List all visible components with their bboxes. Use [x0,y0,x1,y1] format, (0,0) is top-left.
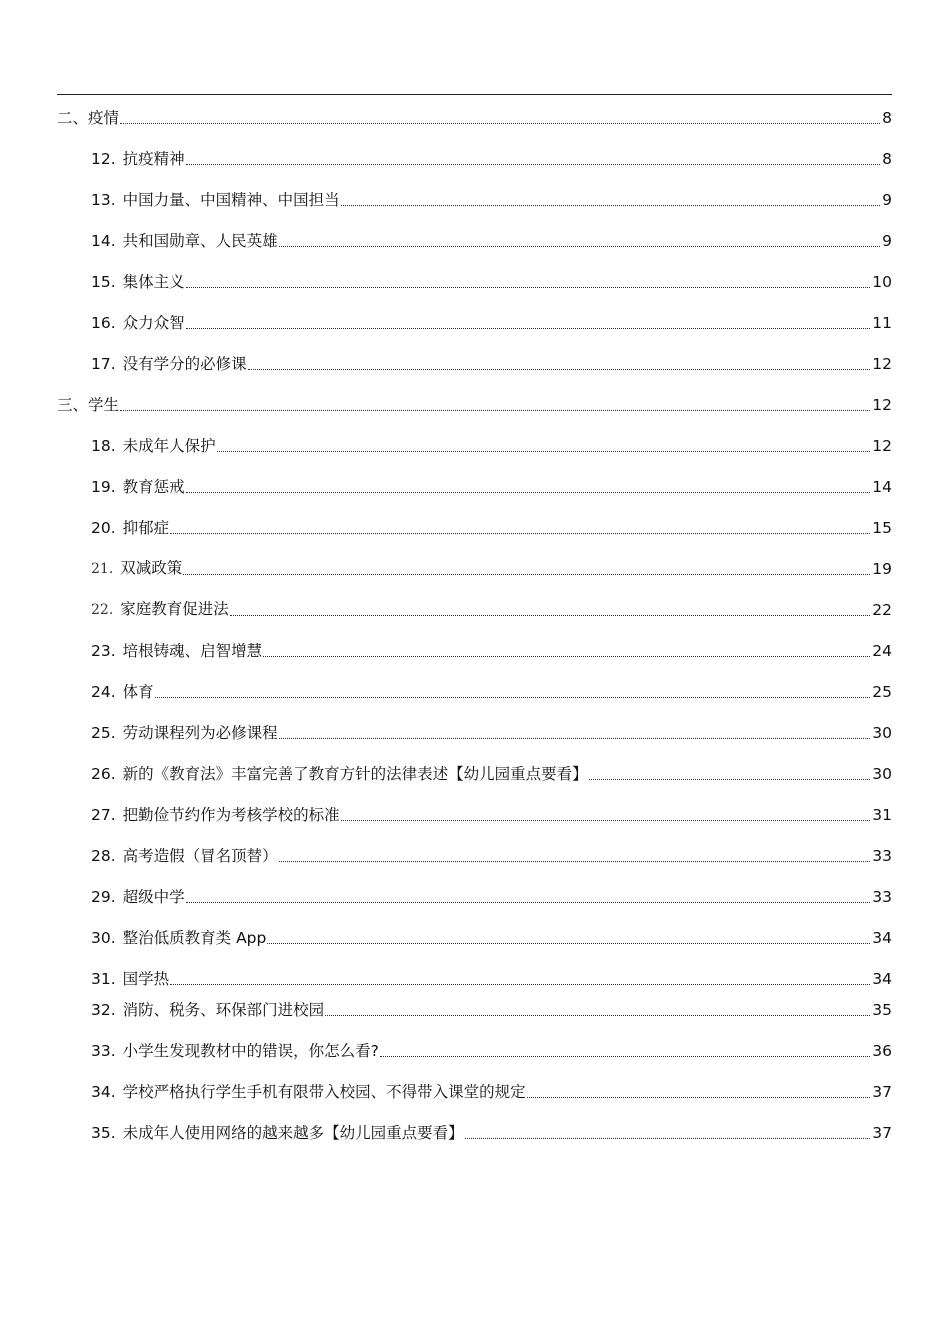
toc-entry-title: 消防、税务、环保部门进校园 [122,1001,325,1019]
toc-entry-number: 30. [91,929,116,947]
toc-entry-title: 把勤俭节约作为考核学校的标准 [122,806,340,824]
toc-entry-number: 22. [91,602,114,618]
toc-page-number: 12 [872,396,892,414]
toc-entry-label [91,928,266,948]
toc-entry-title: 众力众智 [122,314,185,332]
toc-entry-label [91,518,169,538]
dot-leader [279,246,880,247]
dot-leader [589,779,871,780]
toc-entry-number: 34. [91,1083,116,1101]
dot-leader [263,656,870,657]
toc-entry-label [91,1041,379,1061]
dot-leader [120,410,870,411]
dot-leader [186,287,871,288]
toc-page-number: 11 [872,314,892,332]
toc-entry-section-3[interactable] [57,393,892,415]
toc-page-number: 24 [872,642,892,660]
toc-entry-35[interactable] [91,1121,892,1143]
dot-leader [279,861,871,862]
toc-page-number: 10 [872,273,892,291]
toc-page-number: 12 [872,437,892,455]
toc-entry-label [91,190,340,210]
toc-page-number: 30 [872,765,892,783]
toc-entry-title: 超级中学 [122,888,185,906]
toc-page-number: 8 [882,109,892,127]
toc-page-number: 33 [872,888,892,906]
toc-entry-title: 体育 [122,683,154,701]
toc-entry-number: 17. [91,355,116,373]
toc-entry-27[interactable] [91,803,892,825]
toc-entry-number: 16. [91,314,116,332]
toc-entry-number: 29. [91,888,116,906]
dot-leader [186,164,880,165]
toc-entry-title: 中国力量、中国精神、中国担当 [122,191,340,209]
toc-entry-title: 未成年人保护 [122,437,216,455]
toc-entry-18[interactable] [91,434,892,456]
toc-entry-title: 没有学分的必修课 [122,355,247,373]
toc-entry-section-2[interactable] [57,106,892,128]
dot-leader [325,1015,870,1016]
toc-entry-12[interactable] [91,147,892,169]
toc-entry-number: 19. [91,478,116,496]
toc-entry-number: 26. [91,765,116,783]
toc-entry-label [91,641,262,661]
toc-entry-title: 新的《教育法》丰富完善了教育方针的法律表述【幼儿园重点要看】 [122,765,588,783]
toc-entry-number: 23. [91,642,116,660]
toc-entry-label [91,969,169,989]
toc-page-number: 9 [882,232,892,250]
toc-entry-number: 14. [91,232,116,250]
toc-entry-21[interactable] [91,557,892,579]
toc-entry-title: 小学生发现教材中的错误，你怎么看? [122,1042,379,1060]
toc-page-number: 36 [872,1042,892,1060]
toc-entry-label [91,764,588,784]
toc-entry-number: 35. [91,1124,116,1142]
toc-entry-30[interactable] [91,926,892,948]
toc-page-number: 22 [872,601,892,619]
toc-page-number: 31 [872,806,892,824]
toc-entry-label [91,477,185,497]
toc-entry-title: 家庭教育促进法 [120,600,229,618]
toc-entry-label [91,231,278,251]
toc-entry-25[interactable] [91,721,892,743]
toc-page-number: 19 [872,560,892,578]
dot-leader [341,820,871,821]
toc-page-number: 12 [872,355,892,373]
toc-page-number: 8 [882,150,892,168]
toc-entry-label [91,354,247,374]
dot-leader [267,943,870,944]
toc-entry-title: 教育惩戒 [122,478,185,496]
toc-entry-28[interactable] [91,844,892,866]
toc-entry-label [91,272,185,292]
toc-entry-33[interactable] [91,1039,892,1061]
toc-entry-26[interactable] [91,762,892,784]
toc-entry-title: 培根铸魂、启智增慧 [122,642,263,660]
toc-entry-number: 28. [91,847,116,865]
dot-leader [230,615,870,616]
dot-leader [120,123,880,124]
toc-entry-number: 15. [91,273,116,291]
toc-entry-24[interactable] [91,680,892,702]
toc-entry-22[interactable] [91,598,892,620]
toc-entry-19[interactable] [91,475,892,497]
toc-page-number: 15 [872,519,892,537]
toc-entry-number: 24. [91,683,116,701]
toc-page-number: 33 [872,847,892,865]
toc-entry-34[interactable] [91,1080,892,1102]
toc-entry-number: 21. [91,561,114,577]
toc-entry-13[interactable] [91,188,892,210]
toc-entry-title: 共和国勋章、人民英雄 [122,232,278,250]
toc-entry-number: 20. [91,519,116,537]
dot-leader [186,492,871,493]
dot-leader [186,902,871,903]
dot-leader [341,205,880,206]
toc-entry-number: 27. [91,806,116,824]
toc-entry-number: 13. [91,191,116,209]
toc-entry-32[interactable] [91,998,892,1020]
toc-entry-label [91,149,185,169]
toc-entry-label [91,682,154,702]
dot-leader [217,451,871,452]
toc-entry-label [91,1123,464,1143]
toc-entry-title: 高考造假（冒名顶替） [122,847,278,865]
toc-page-number: 9 [882,191,892,209]
dot-leader [170,984,870,985]
toc-entry-label [91,887,185,907]
toc-page-number: 30 [872,724,892,742]
toc-entry-number: 25. [91,724,116,742]
toc-page-number: 14 [872,478,892,496]
toc-entry-title: 整治低质教育类 App [122,929,267,947]
toc-entry-label [91,558,182,579]
toc-entry-29[interactable] [91,885,892,907]
toc-page-number: 34 [872,929,892,947]
dot-leader [279,738,871,739]
toc-entry-title: 集体主义 [122,273,185,291]
toc-entry-16[interactable] [91,311,892,333]
toc-entry-title: 抑郁症 [122,519,170,537]
toc-page-number: 37 [872,1124,892,1142]
dot-leader [170,533,870,534]
toc-entry-title: 三、学生 [57,396,120,414]
dot-leader [155,697,871,698]
toc-page-number: 35 [872,1001,892,1019]
toc-entry-label [91,846,278,866]
toc-entry-title: 国学热 [122,970,170,988]
toc-page-number: 25 [872,683,892,701]
toc-entry-title: 学校严格执行学生手机有限带入校园、不得带入课堂的规定 [122,1083,526,1101]
toc-entry-31[interactable] [91,967,892,989]
toc-entry-number: 32. [91,1001,116,1019]
toc-entry-title: 未成年人使用网络的越来越多【幼儿园重点要看】 [122,1124,464,1142]
dot-leader [186,328,871,329]
dot-leader [248,369,871,370]
toc-entry-number: 33. [91,1042,116,1060]
toc-entry-label [91,805,340,825]
toc-entry-label [91,1000,324,1020]
dot-leader [380,1056,870,1057]
toc-entry-title: 二、疫情 [57,109,120,127]
toc-page-number: 37 [872,1083,892,1101]
toc-entry-title: 抗疫精神 [122,150,185,168]
toc-entry-label [91,1082,526,1102]
toc-entry-number: 18. [91,437,116,455]
toc-entry-15[interactable] [91,270,892,292]
toc-entry-label [91,723,278,743]
dot-leader [183,574,870,575]
toc-entry-title: 双减政策 [120,559,183,577]
toc-entry-14[interactable] [91,229,892,251]
toc-entry-23[interactable] [91,639,892,661]
dot-leader [527,1097,871,1098]
toc-entry-number: 12. [91,150,116,168]
toc-entry-label [91,313,185,333]
toc-entry-17[interactable] [91,352,892,374]
toc-entry-number: 31. [91,970,116,988]
toc-entry-label [91,599,229,620]
toc-page-number: 34 [872,970,892,988]
toc-entry-20[interactable] [91,516,892,538]
toc-entry-label [91,436,216,456]
toc-entry-title: 劳动课程列为必修课程 [122,724,278,742]
dot-leader [465,1138,871,1139]
